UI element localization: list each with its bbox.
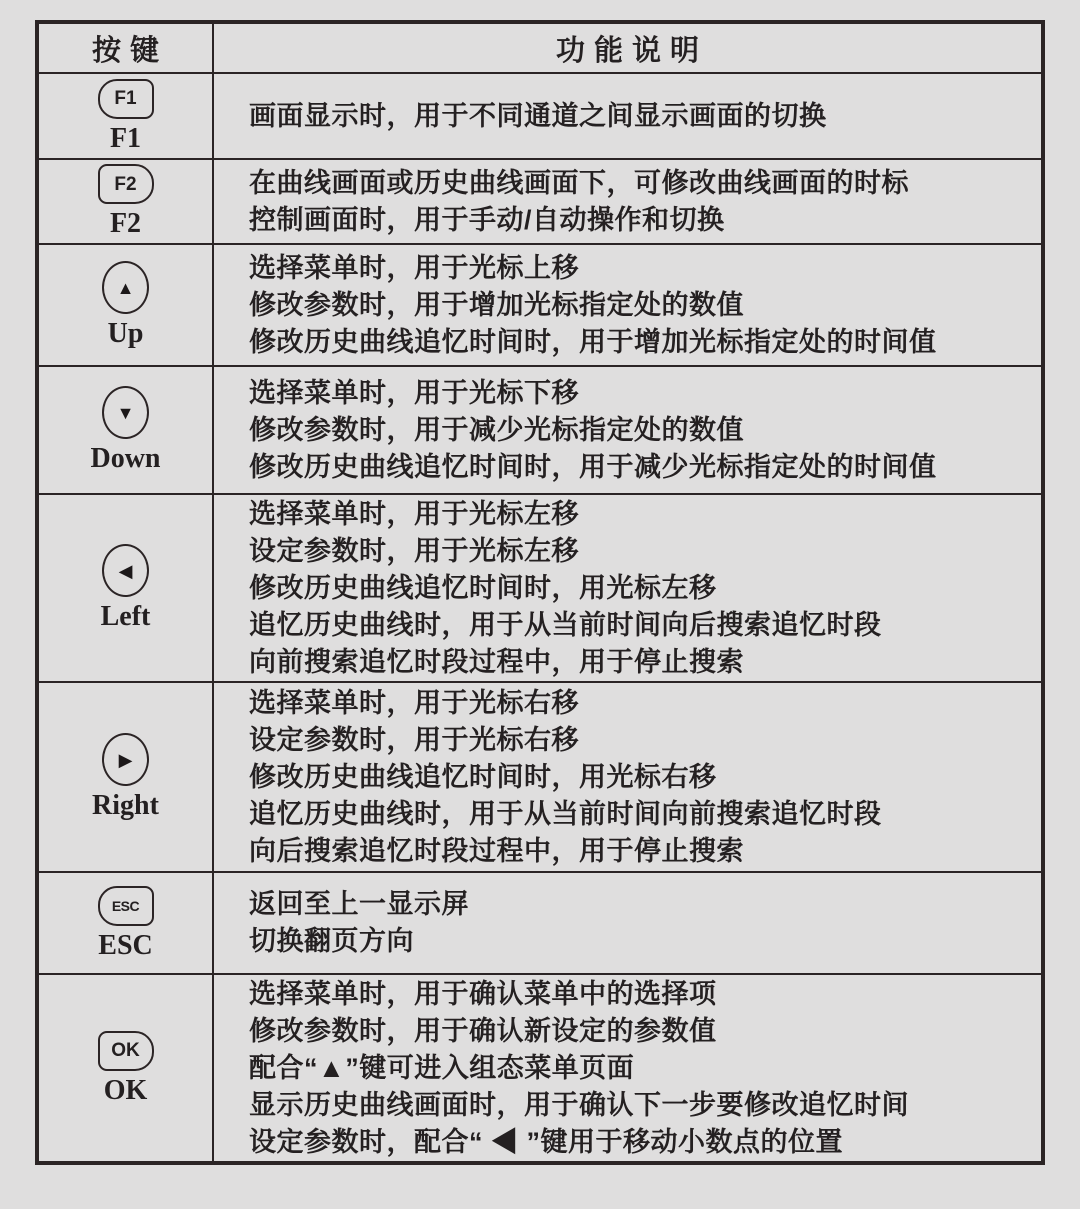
description-line: 设定参数时，配合“ ◀ ”键用于移动小数点的位置 [249, 1126, 844, 1157]
function-description [214, 367, 1041, 493]
function-description [214, 683, 1041, 871]
key-function-table [35, 20, 1045, 1165]
f1-keycap-icon [98, 79, 154, 119]
table-row-down [39, 365, 1041, 493]
header-key-column: 按键 [39, 24, 214, 72]
description-line: 选择菜单时，用于光标下移 [249, 377, 579, 408]
function-description [214, 160, 1041, 243]
key-cell [39, 160, 214, 243]
table-row-f2 [39, 158, 1041, 243]
table-row-up [39, 243, 1041, 365]
description-line: 设定参数时，用于光标右移 [249, 724, 579, 755]
table-row-right [39, 681, 1041, 871]
function-description [214, 495, 1041, 681]
description-line: 修改历史曲线追忆时间时，用光标右移 [249, 761, 717, 792]
key-glyph: F2 [114, 173, 137, 195]
f2-key-label: F2 [109, 208, 142, 240]
description-line: 修改历史曲线追忆时间时，用于增加光标指定处的时间值 [249, 326, 937, 357]
left-key-label: Left [100, 601, 151, 633]
f1-key-label: F1 [109, 122, 142, 154]
key-glyph: ▲ [116, 277, 135, 298]
description-line: 画面显示时，用于不同通道之间显示画面的切换 [249, 100, 827, 131]
esc-keycap-icon [98, 886, 154, 926]
key-cell [39, 975, 214, 1161]
table-row-esc [39, 871, 1041, 973]
description-line: 向后搜索追忆时段过程中，用于停止搜索 [249, 835, 744, 866]
description-line: 选择菜单时，用于光标左移 [249, 498, 579, 529]
esc-key-label: ESC [98, 929, 153, 961]
key-cell [39, 74, 214, 158]
key-glyph: ▶ [118, 749, 133, 770]
description-line: 配合“▲”键可进入组态菜单页面 [249, 1052, 635, 1083]
table-row-left [39, 493, 1041, 681]
key-cell [39, 245, 214, 365]
key-glyph: F1 [114, 88, 137, 110]
description-line: 追忆历史曲线时，用于从当前时间向前搜索追忆时段 [249, 798, 882, 829]
key-cell [39, 367, 214, 493]
header-function-column: 功能说明 [555, 34, 708, 67]
description-line: 追忆历史曲线时，用于从当前时间向后搜索追忆时段 [249, 609, 882, 640]
up-arrow-key-icon [102, 261, 149, 314]
description-line: 选择菜单时，用于光标上移 [249, 252, 579, 283]
down-arrow-key-icon [102, 386, 149, 439]
table-header-row [39, 24, 1041, 72]
description-line: 控制画面时，用于手动/自动操作和切换 [249, 204, 725, 235]
description-line: 修改历史曲线追忆时间时，用于减少光标指定处的时间值 [249, 451, 937, 482]
key-glyph: ▼ [116, 402, 135, 423]
description-line: 修改参数时，用于确认新设定的参数值 [249, 1015, 717, 1046]
description-line: 选择菜单时，用于光标右移 [249, 687, 579, 718]
right-arrow-key-icon [102, 733, 149, 786]
function-description [214, 873, 1041, 973]
function-description [214, 74, 1041, 158]
up-key-label: Up [107, 318, 144, 350]
description-line: 修改参数时，用于增加光标指定处的数值 [249, 289, 744, 320]
description-line: 选择菜单时，用于确认菜单中的选择项 [249, 978, 717, 1009]
key-glyph: ESC [111, 897, 140, 914]
function-description [214, 975, 1041, 1161]
description-line: 修改历史曲线追忆时间时，用光标左移 [249, 572, 717, 603]
description-line: 返回至上一显示屏 [249, 889, 469, 919]
function-description [214, 245, 1041, 365]
key-glyph: ◀ [118, 560, 133, 581]
description-line: 切换翻页方向 [249, 926, 414, 956]
ok-key-label: OK [103, 1074, 148, 1106]
description-line: 在曲线画面或历史曲线画面下，可修改曲线画面的时标 [249, 167, 909, 198]
key-glyph: OK [111, 1040, 140, 1062]
left-arrow-key-icon [102, 544, 149, 597]
right-key-label: Right [92, 790, 159, 822]
table-row-f1 [39, 72, 1041, 158]
ok-keycap-icon [98, 1031, 154, 1071]
key-cell [39, 495, 214, 681]
table-row-ok [39, 973, 1041, 1161]
description-line: 显示历史曲线画面时，用于确认下一步要修改追忆时间 [249, 1089, 909, 1120]
description-line: 设定参数时，用于光标左移 [249, 535, 579, 566]
description-line: 向前搜索追忆时段过程中，用于停止搜索 [249, 646, 744, 677]
f2-keycap-icon [98, 164, 154, 204]
description-line: 修改参数时，用于减少光标指定处的数值 [249, 414, 744, 445]
down-key-label: Down [90, 443, 161, 475]
key-cell [39, 873, 214, 973]
key-cell [39, 683, 214, 871]
